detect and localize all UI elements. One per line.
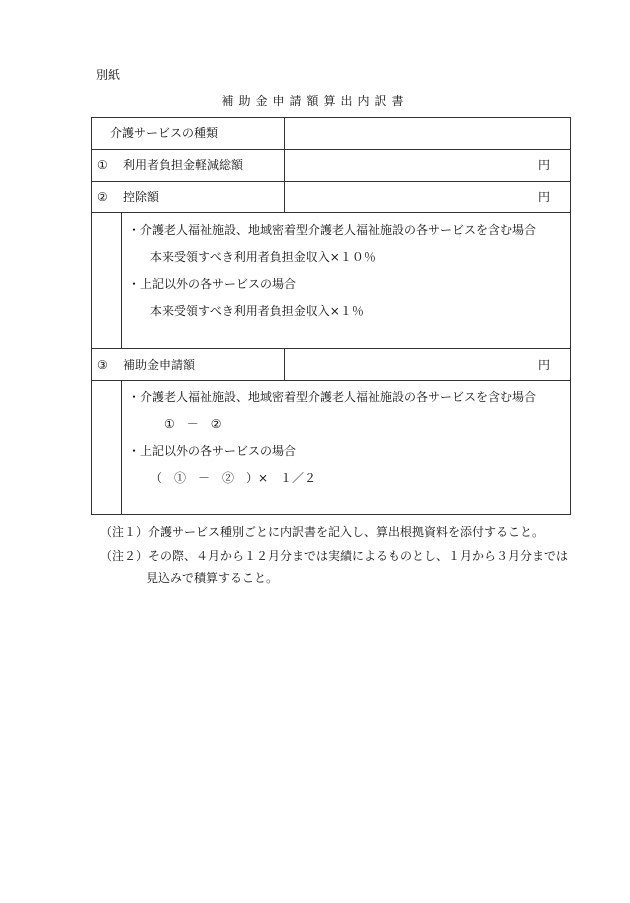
note-2-continuation: 見込みで積算すること。 <box>146 571 279 585</box>
row1-number: ① <box>97 158 108 172</box>
table-divider <box>91 181 571 182</box>
note-2-label: （注２） <box>100 549 149 563</box>
deduction-case2-formula: 本来受領すべき利用者負担金収入×１％ <box>150 304 364 318</box>
application-case2-formula: （ ① － ② ）× １／２ <box>150 471 317 485</box>
row3-number: ③ <box>97 358 108 372</box>
application-case1-label: ・介護老人福祉施設、地域密着型介護老人福祉施設の各サービスを含む場合 <box>128 390 537 404</box>
column-divider <box>284 117 285 213</box>
document-title: 補助金申請額算出内訳書 <box>221 94 409 108</box>
row2-number: ② <box>97 190 108 204</box>
inner-indent-line <box>121 212 122 349</box>
note-1 <box>100 524 544 540</box>
deduction-case2-label: ・上記以外の各サービスの場合 <box>128 277 297 291</box>
row3-label: 補助金申請額 <box>123 358 196 372</box>
application-case2-label: ・上記以外の各サービスの場合 <box>128 444 297 458</box>
attachment-label: 別紙 <box>96 68 121 82</box>
note-2-text: その際、４月から１２月分までは実績によるものとし、１月から３月分までは <box>148 549 569 563</box>
column-divider <box>284 348 285 381</box>
table-divider <box>91 348 571 349</box>
application-case1-formula: ① － ② <box>164 417 222 431</box>
row2-label: 控除額 <box>123 190 160 204</box>
row2-unit: 円 <box>538 190 551 204</box>
table-divider <box>91 149 571 150</box>
deduction-case1-label: ・介護老人福祉施設、地域密着型介護老人福祉施設の各サービスを含む場合 <box>128 223 537 237</box>
note-1-text: 介護サービス種別ごとに内訳書を記入し、算出根拠資料を添付すること。 <box>148 525 545 539</box>
row3-unit: 円 <box>538 358 551 372</box>
inner-indent-line <box>121 380 122 515</box>
deduction-case1-formula: 本来受領すべき利用者負担金収入×１０％ <box>150 250 376 264</box>
row1-label: 利用者負担金軽減総額 <box>123 158 244 172</box>
row3-label-group <box>97 357 195 373</box>
table-divider <box>91 380 571 381</box>
note-2 <box>100 548 568 564</box>
note-1-label: （注１） <box>100 525 149 539</box>
row2-label-group <box>97 189 159 205</box>
service-type-label: 介護サービスの種類 <box>110 126 219 140</box>
row1-unit: 円 <box>538 158 551 172</box>
row1-label-group <box>97 157 243 173</box>
table-divider <box>91 212 571 213</box>
